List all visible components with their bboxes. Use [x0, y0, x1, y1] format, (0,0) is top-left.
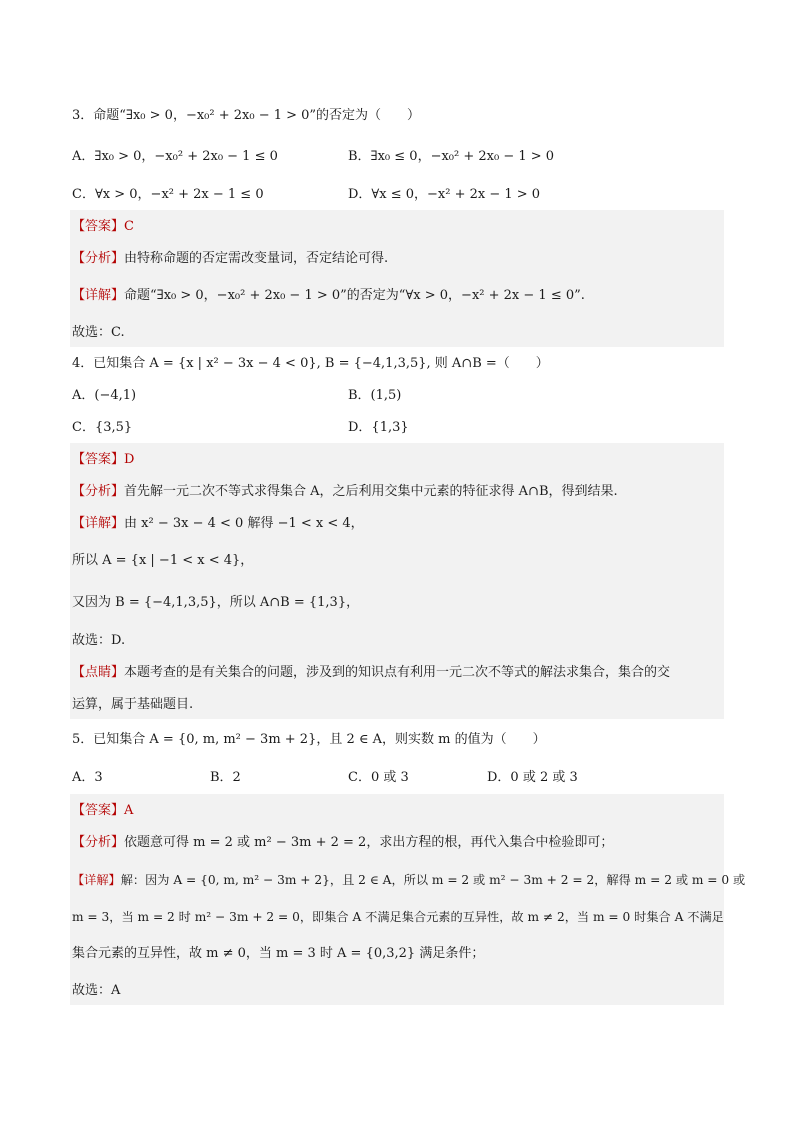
detail-tag: 【详解】	[72, 873, 121, 887]
comment-tag: 【点睛】	[72, 665, 125, 680]
detail-tag: 【详解】	[72, 288, 125, 303]
q3-question: 3．命题“∃x₀ > 0，−x₀² + 2x₀ − 1 > 0”的否定为（ ）	[72, 108, 421, 123]
analysis-tag: 【分析】	[72, 835, 125, 850]
q4-option-a: A．(−4,1)	[72, 388, 137, 403]
q5-question: 5．已知集合 A = {0, m, m² − 3m + 2}，且 2 ∈ A，则实数 m 的值为（ ）	[72, 732, 546, 747]
q3-choose: 故选：C.	[72, 325, 125, 340]
detail-text: 命题“∃x₀ > 0，−x₀² + 2x₀ − 1 > 0”的否定为“∀x > 0，−x² + 2x − 1 ≤ 0”.	[124, 288, 585, 303]
q4-option-b: B．(1,5)	[348, 388, 402, 403]
q5-option-d: D．0 或 2 或 3	[487, 770, 578, 785]
q4-detail-line	[72, 515, 364, 533]
q4-detail-line-2: 所以 A = {x | −1 < x < 4}，	[72, 553, 254, 568]
q4-comment-line-2: 运算，属于基础题目.	[72, 697, 194, 712]
q4-detail-line-3: 又因为 B = {−4,1,3,5}，所以 A∩B = {1,3}，	[72, 595, 360, 610]
q5-detail-line-2: m = 3，当 m = 2 时 m² − 3m + 2 = 0，即集合 A 不满足集合元素的互异性，故 m ≠ 2，当 m = 0 时集合 A 不满足	[72, 910, 724, 924]
q5-solution-box	[70, 794, 724, 1005]
q3-analysis-line	[72, 250, 388, 268]
answer-value: C	[124, 219, 134, 234]
analysis-text: 依题意可得 m = 2 或 m² − 3m + 2 = 2，求出方程的根，再代入集合中检验即可；	[124, 835, 614, 850]
q3-option-b: B．∃x₀ ≤ 0，−x₀² + 2x₀ − 1 > 0	[348, 149, 555, 164]
q5-choose: 故选：A	[72, 983, 121, 998]
analysis-text: 首先解一元二次不等式求得集合 A，之后利用交集中元素的特征求得 A∩B，得到结果.	[124, 484, 618, 499]
q4-analysis-line	[72, 483, 618, 501]
analysis-tag: 【分析】	[72, 251, 125, 266]
q4-answer-line	[72, 451, 134, 469]
q3-answer-line	[72, 218, 134, 236]
q4-option-d: D．{1,3}	[348, 420, 409, 435]
q4-comment-line	[72, 664, 670, 682]
answer-value: D	[124, 452, 135, 467]
q3-detail-line	[72, 287, 585, 305]
q3-option-a: A．∃x₀ > 0，−x₀² + 2x₀ − 1 ≤ 0	[72, 149, 278, 164]
detail-text: 由 x² − 3x − 4 < 0 解得 −1 < x < 4，	[124, 516, 364, 531]
q4-choose: 故选：D.	[72, 633, 126, 648]
q4-option-c: C．{3,5}	[72, 420, 133, 435]
q5-detail-line	[72, 871, 745, 889]
detail-tag: 【详解】	[72, 516, 125, 531]
detail-text: 解：因为 A = {0, m, m² − 3m + 2}，且 2 ∈ A，所以 m = 2 或 m² − 3m + 2 = 2，解得 m = 2 或 m = 0 或	[120, 873, 746, 887]
q3-option-d: D．∀x ≤ 0，−x² + 2x − 1 > 0	[348, 187, 541, 202]
analysis-text: 由特称命题的否定需改变量词，否定结论可得.	[124, 251, 389, 266]
q3-solution-box	[70, 210, 724, 347]
answer-tag: 【答案】	[72, 219, 125, 234]
q5-option-b: B．2	[210, 770, 241, 785]
analysis-tag: 【分析】	[72, 484, 125, 499]
q5-detail-line-3: 集合元素的互异性，故 m ≠ 0，当 m = 3 时 A = {0,3,2} 满足条件；	[72, 946, 485, 961]
q5-option-a: A．3	[72, 770, 103, 785]
answer-value: A	[124, 803, 134, 818]
comment-text: 本题考查的是有关集合的问题，涉及到的知识点有利用一元二次不等式的解法求集合，集合的交	[124, 665, 671, 680]
q3-option-c: C．∀x > 0，−x² + 2x − 1 ≤ 0	[72, 187, 264, 202]
q4-question: 4．已知集合 A = {x | x² − 3x − 4 < 0}, B = {−4,1,3,5}, 则 A∩B =（ ）	[72, 356, 549, 371]
answer-tag: 【答案】	[72, 452, 125, 467]
q5-analysis-line	[72, 834, 613, 852]
q5-answer-line	[72, 802, 133, 820]
q5-option-c: C．0 或 3	[348, 770, 409, 785]
answer-tag: 【答案】	[72, 803, 125, 818]
